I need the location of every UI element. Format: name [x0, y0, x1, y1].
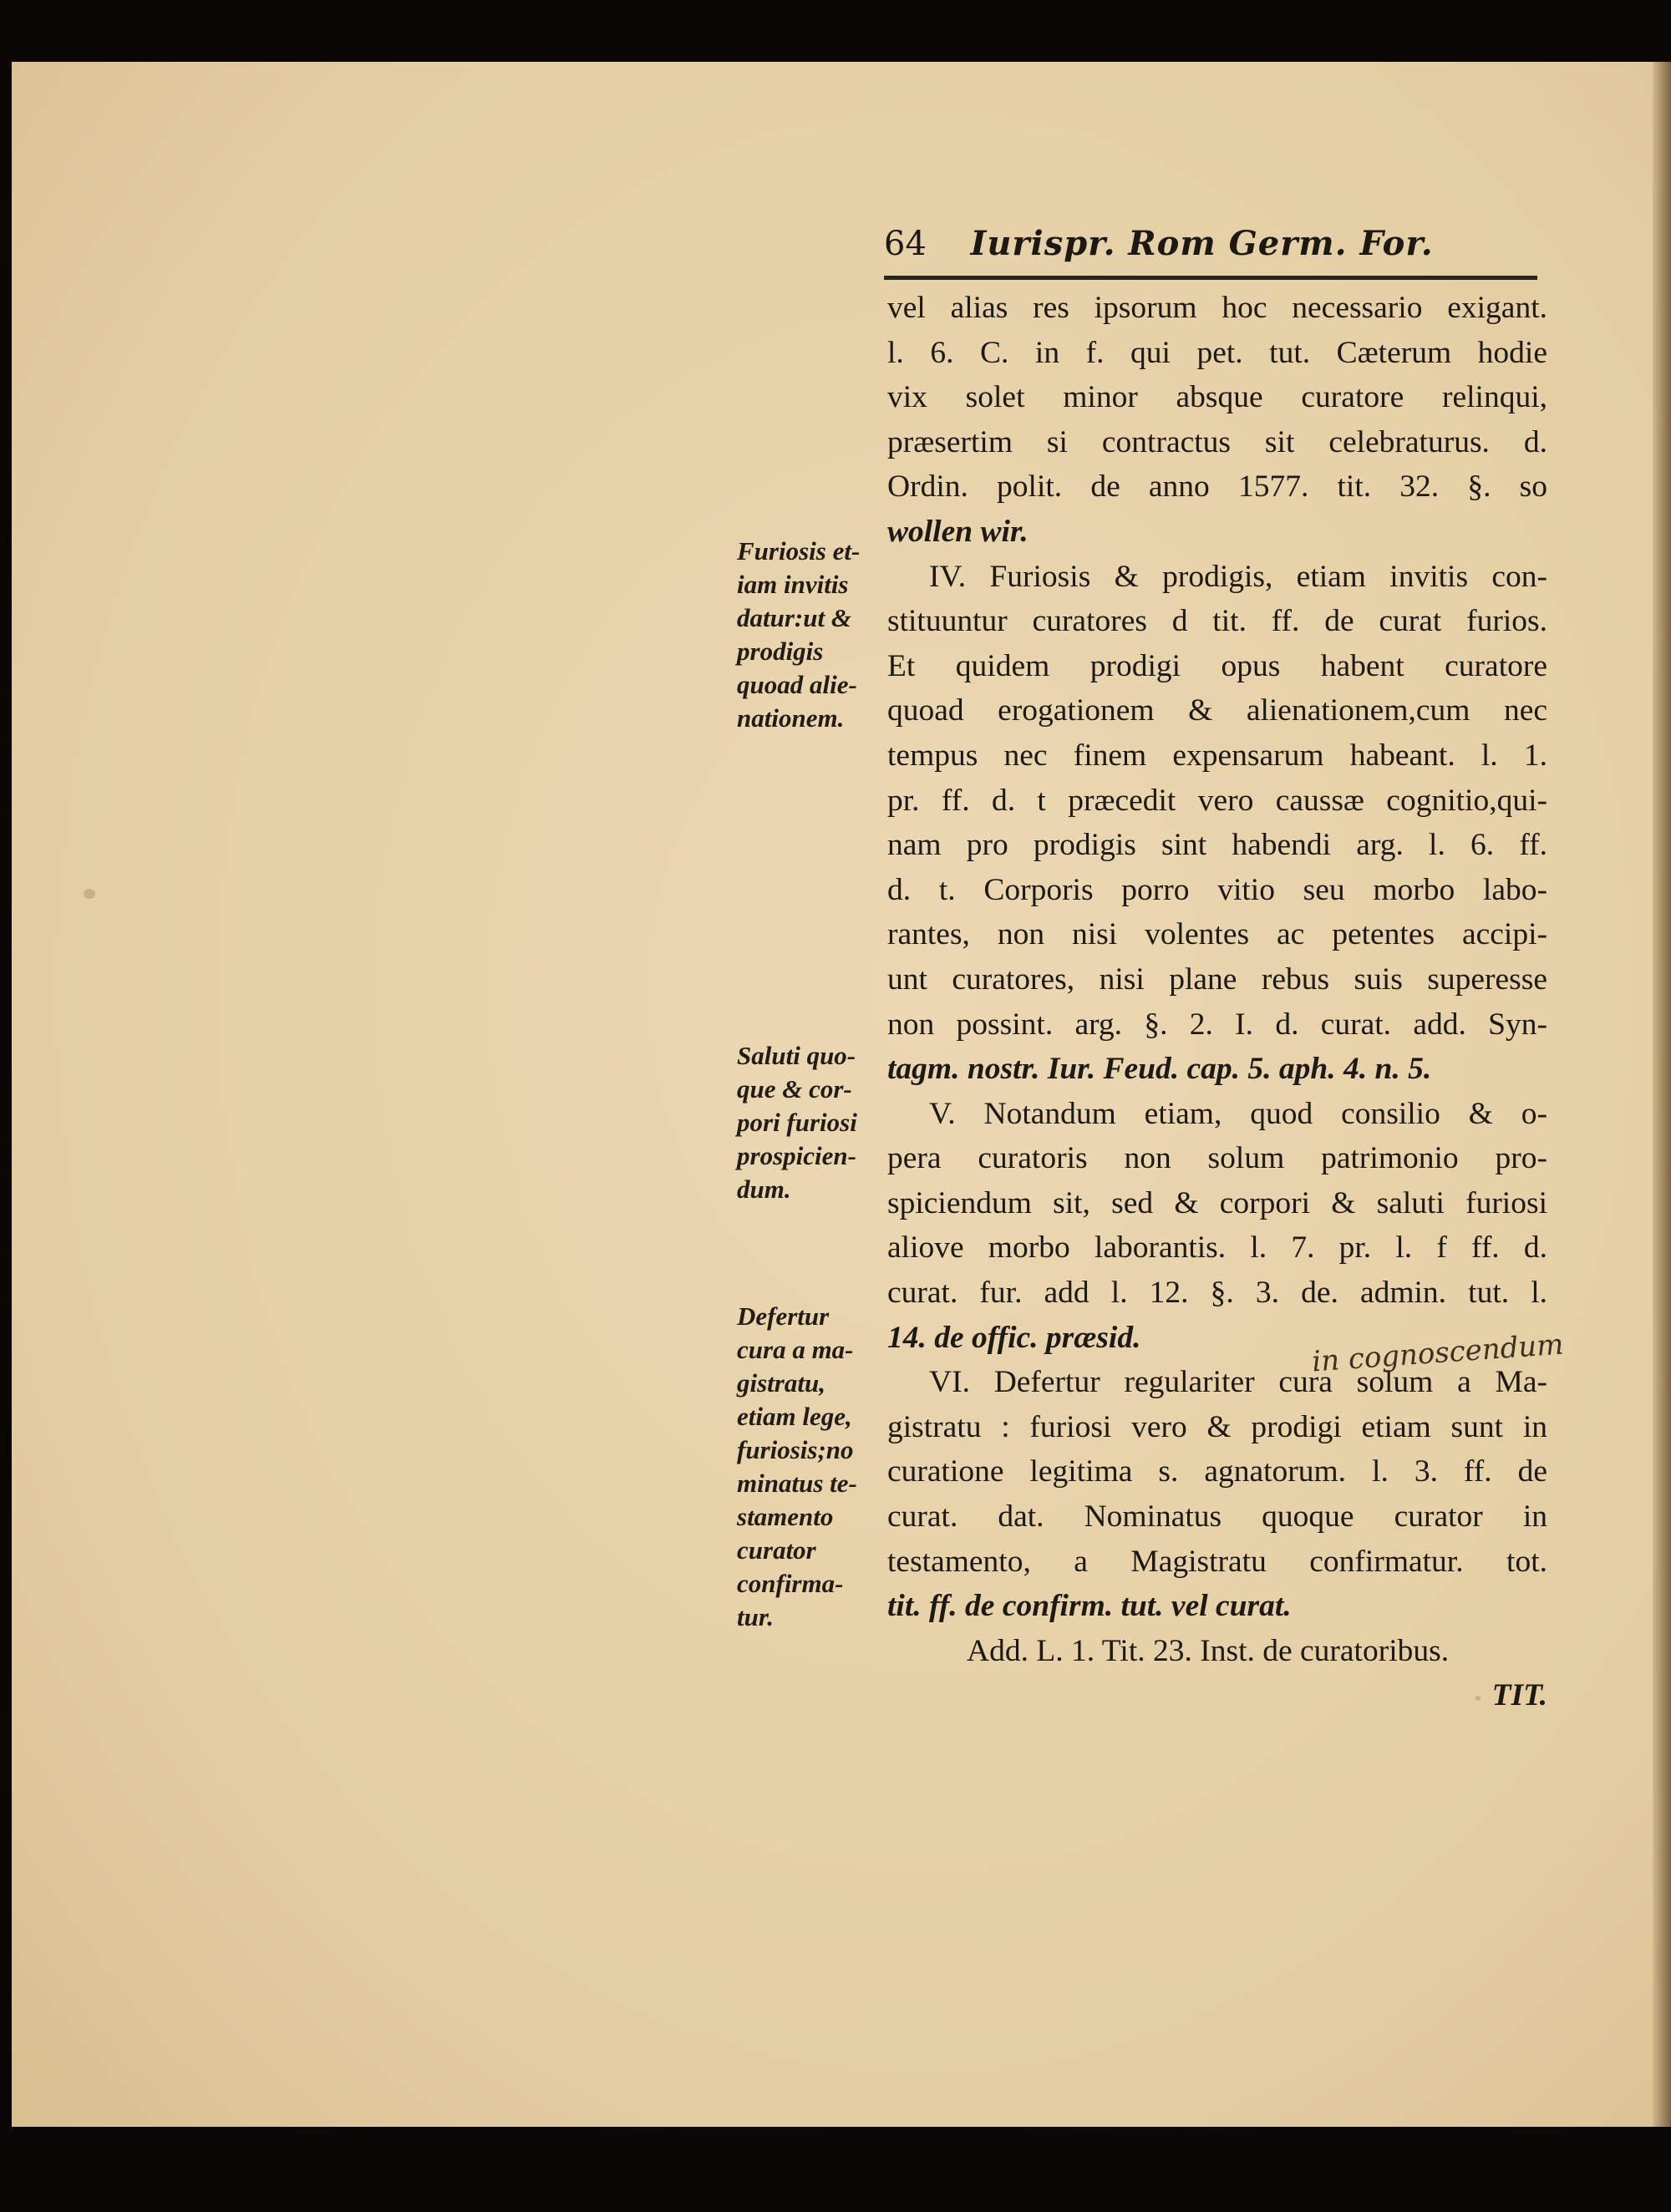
text-line: vel alias res ipsorum hoc necessario exigant. — [887, 291, 1547, 325]
catchword: TIT. — [1491, 1678, 1547, 1713]
text-line: nam pro prodigis sint habendi arg. l. 6. ff. — [887, 828, 1547, 863]
margin-note-line: gistratu, — [737, 1368, 825, 1398]
margin-note-line: nationem. — [737, 703, 845, 733]
text-line: pr. ff. d. t præcedit vero caussæ cognitio,qui- — [887, 783, 1547, 818]
page-edge — [1653, 62, 1671, 2127]
text-line: præsertim si contractus sit celebraturus. d. — [887, 424, 1547, 459]
text-line: pera curatoris non solum patrimonio pro- — [887, 1141, 1547, 1176]
text-line: unt curatores, nisi plane rebus suis superesse — [887, 961, 1547, 997]
text-line: wollen wir. — [887, 514, 1029, 549]
margin-note-line: etiam lege, — [737, 1402, 852, 1431]
margin-note-line: Defertur — [737, 1301, 830, 1331]
margin-note-line: iam invitis — [737, 570, 849, 599]
text-line: d. t. Corporis porro vitio seu morbo labo- — [887, 872, 1547, 907]
margin-note-line: Furiosis et- — [737, 536, 861, 566]
text-line: spiciendum sit, sed & corpori & saluti furiosi — [887, 1185, 1547, 1220]
text-line: aliove morbo laborantis. l. 7. pr. l. f ff. d. — [887, 1230, 1547, 1266]
margin-note-line: quoad alie- — [737, 670, 857, 699]
text-line: stituuntur curatores d tit. ff. de curat furios. — [887, 604, 1547, 639]
margin-note-saluti — [737, 1039, 887, 1206]
margin-note-furiosis — [737, 535, 887, 735]
text-line: Ordin. polit. de anno 1577. tit. 32. §. so — [887, 469, 1547, 505]
text-line: curat. fur. add l. 12. §. 3. de. admin. tut. l. — [887, 1276, 1547, 1311]
margin-note-line: tur. — [737, 1602, 774, 1631]
text-line: tit. ff. de confirm. tut. vel curat. — [887, 1589, 1292, 1624]
text-line: vix solet minor absque curatore relinqui, — [887, 380, 1547, 415]
margin-note-line: datur:ut & — [737, 603, 851, 632]
section-iv-start: IV. Furiosis & prodigis, etiam invitis con- — [929, 559, 1547, 594]
running-head — [884, 224, 1434, 276]
text-line: tagm. nostr. Iur. Feud. cap. 5. aph. 4. n. 5. — [887, 1052, 1432, 1087]
margin-note-line: Saluti quo- — [737, 1041, 856, 1070]
margin-note-line: minatus te- — [737, 1469, 857, 1498]
text-line: Et quidem prodigi opus habent curatore — [887, 648, 1547, 683]
margin-note-line: que & cor- — [737, 1074, 852, 1103]
margin-note-defertur — [737, 1300, 887, 1634]
paper-spot — [84, 889, 95, 899]
margin-note-line: furiosis;no — [737, 1435, 854, 1464]
header-rule — [884, 276, 1537, 280]
section-vi-start: VI. Defertur regulariter cura solum a Ma- — [929, 1365, 1547, 1400]
margin-note-line: dum. — [737, 1174, 791, 1204]
margin-note-line: prodigis — [737, 637, 824, 666]
page-number: 64 — [884, 225, 927, 263]
margin-note-line: pori furiosi — [737, 1108, 857, 1137]
text-line: curat. dat. Nominatus quoque curator in — [887, 1499, 1547, 1535]
text-line: curatione legitima s. agnatorum. l. 3. ff. de — [887, 1454, 1547, 1489]
text-line: gistratu : furiosi vero & prodigi etiam sunt in — [887, 1409, 1547, 1444]
section-v-start: V. Notandum etiam, quod consilio & o- — [929, 1096, 1547, 1131]
margin-note-line: confirma- — [737, 1569, 844, 1598]
margin-note-line: stamento — [737, 1502, 834, 1531]
text-line: testamento, a Magistratu confirmatur. tot. — [887, 1544, 1547, 1579]
addendum-line: Add. L. 1. Tit. 23. Inst. de curatoribus. — [967, 1633, 1450, 1668]
handwritten-annotation: in cognoscendum — [1310, 1327, 1565, 1379]
text-line: tempus nec finem expensarum habeant. l. 1. — [887, 738, 1547, 773]
margin-note-line: cura a ma- — [737, 1335, 854, 1364]
text-line: rantes, non nisi volentes ac petentes accipi- — [887, 917, 1547, 952]
text-line: non possint. arg. §. 2. I. d. curat. add. Syn- — [887, 1007, 1547, 1042]
margin-note-line: prospicien- — [737, 1141, 856, 1170]
main-text — [887, 286, 1547, 1718]
running-title: Iurispr. Rom Germ. For. — [970, 224, 1434, 263]
margin-note-line: curator — [737, 1535, 816, 1565]
text-line: quoad erogationem & alienationem,cum nec — [887, 693, 1547, 728]
text-line: 14. de offic. præsid. — [887, 1320, 1141, 1355]
text-line: l. 6. C. in f. qui pet. tut. Cæterum hodie — [887, 335, 1547, 370]
